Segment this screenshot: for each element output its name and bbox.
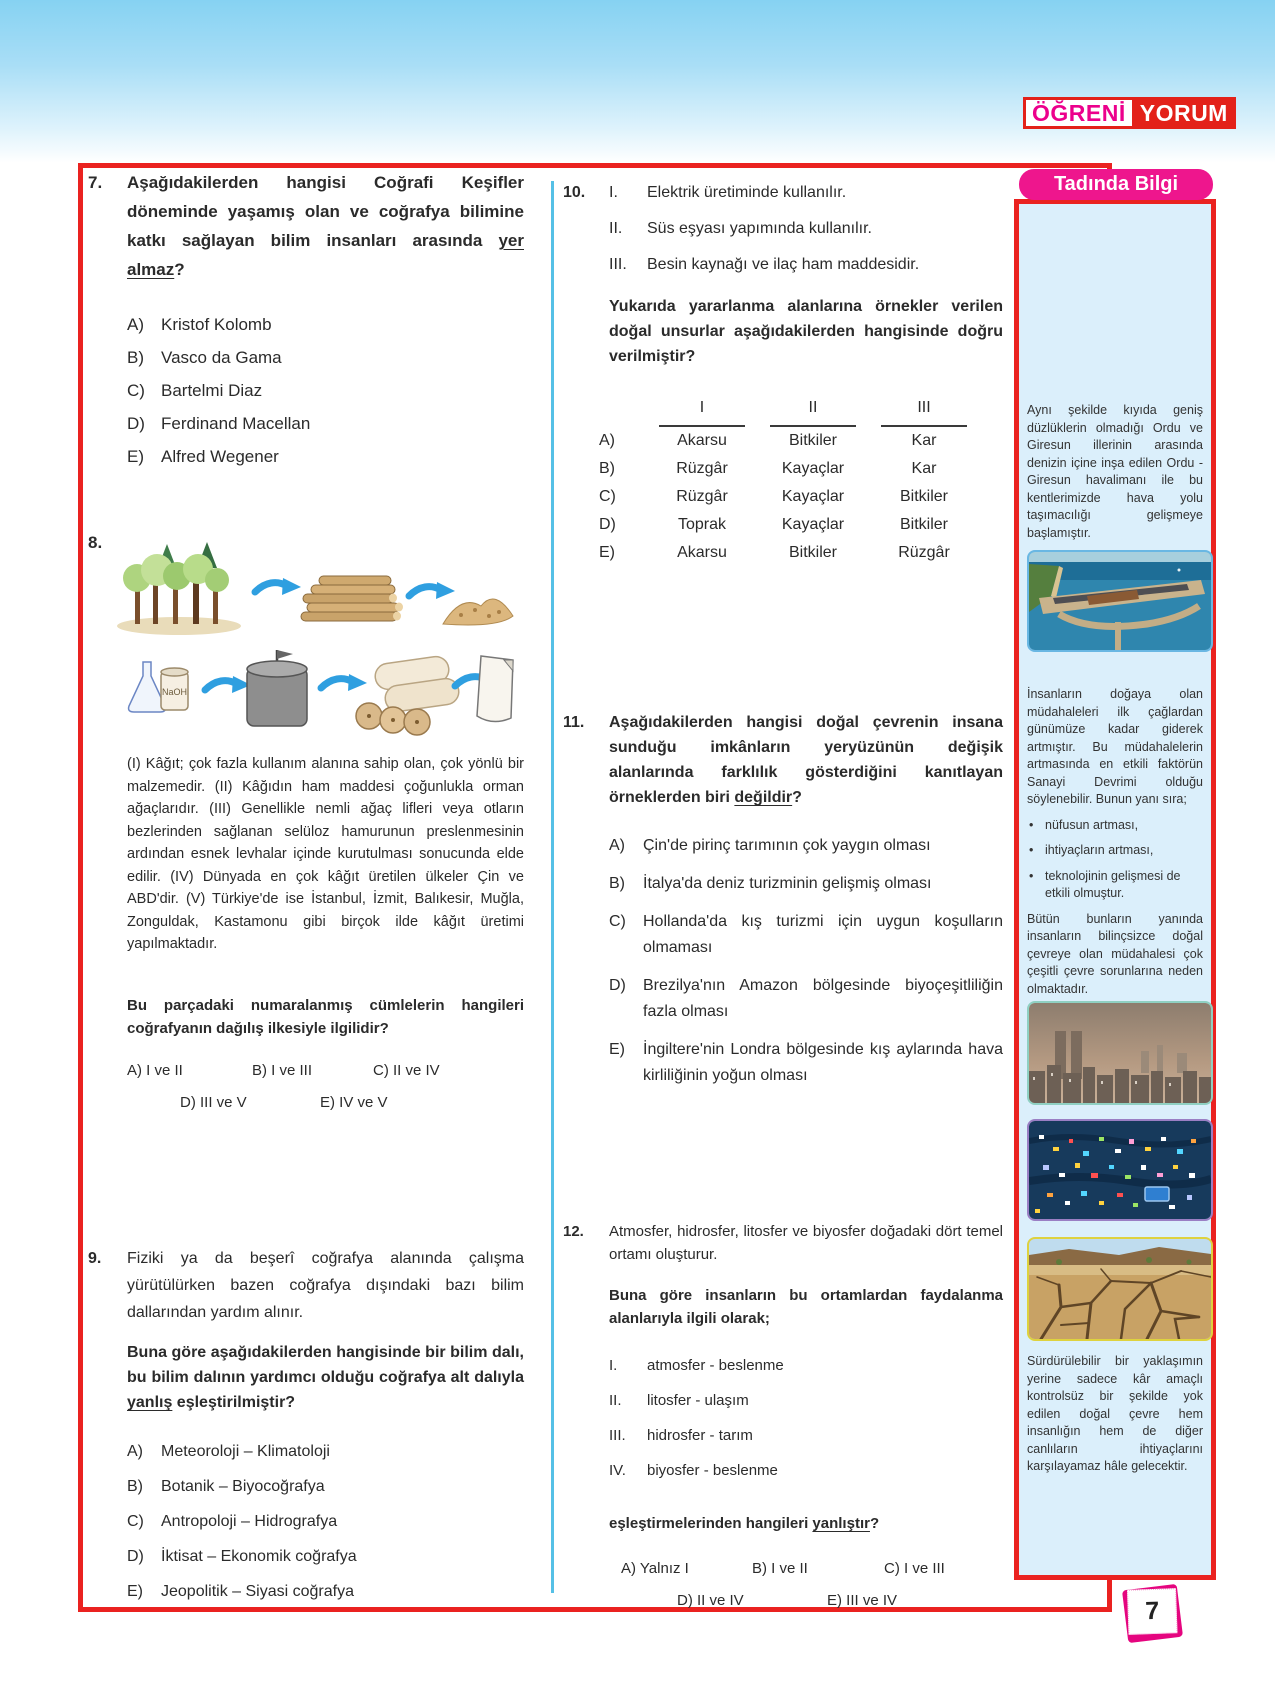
option-e: E) IV ve V <box>320 1094 388 1111</box>
log-pile-drawing <box>301 576 403 621</box>
sidebar-spacer <box>1027 204 1203 402</box>
statement-3: III. Besin kaynağı ve ilaç ham maddesidir. <box>609 256 920 273</box>
question-stem-2: eşleştirmelerinden hangileri yanlıştır? <box>609 1515 880 1532</box>
question-stem: Aşağıdakilerden hangisi doğal çevrenin insana sunduğu imkânların yeryüzünün değişik alanlarında farklılık gösterdiğini kanıtlayan örneklerden biri değildir? <box>609 714 1003 806</box>
option-list <box>127 310 524 471</box>
question-7 <box>88 168 524 475</box>
table-row: D) Toprak Kayaçlar Bitkiler <box>599 516 948 533</box>
wood-chips-drawing <box>443 599 513 625</box>
option-c: C) Antropoloji – Hidrografya <box>127 1513 338 1530</box>
question-11 <box>563 710 1003 1101</box>
airport-aerial-photo <box>1027 550 1213 652</box>
question-9 <box>88 1245 524 1614</box>
bullet-item: • nüfusun artması, <box>1027 817 1203 835</box>
option-e: E) Alfred Wegener <box>127 447 279 466</box>
option-c: C) Bartelmi Diaz <box>127 381 263 400</box>
option-b: B) İtalya'da deniz turizminin gelişmiş olması <box>609 875 932 892</box>
option-b: B) Vasco da Gama <box>127 348 282 367</box>
table-row: A) Akarsu Bitkiler Kar <box>599 432 937 449</box>
page-header-background <box>0 0 1275 163</box>
sidebar-paragraph-1: Aynı şekilde kıyıda geniş düzlüklerin olmadığı Ordu ve Giresun illerinin arasında denizin içine inşa edilen Ordu - Giresun havalimanı ile bu kentlerimizde hava yolu taşımacılığı gelişmeye başlamıştır. <box>1027 403 1203 540</box>
numbered-statements <box>609 180 1003 278</box>
option-b: B) Botanik – Biyocoğrafya <box>127 1478 325 1495</box>
drought-cracked-soil-photo <box>1027 1237 1213 1341</box>
option-d: D) Brezilya'nın Amazon bölgesinde biyoçeşitliliğin fazla olması <box>609 977 1003 1020</box>
sidebar-bullet-list <box>1027 817 1203 903</box>
question-number: 9. <box>88 1250 102 1267</box>
process-arrow-icon <box>409 582 455 599</box>
process-arrow-icon <box>321 674 367 691</box>
statement-1: I. Elektrik üretiminde kullanılır. <box>609 184 847 201</box>
option-c: C) I ve III <box>884 1560 945 1577</box>
question-number: 7. <box>88 173 103 192</box>
option-a: A) Meteoroloji – Klimatoloji <box>127 1443 330 1460</box>
statement-3: III. hidrosfer - tarım <box>609 1427 753 1444</box>
question-stem: Aşağıdakilerden hangisi Coğrafi Keşifler döneminde yaşamış olan ve coğrafya bilimine katkı sağlayan bilim insanları arasında yer almaz? <box>127 173 524 279</box>
question-stem: Bu parçadaki numaralanmış cümlelerin hangileri coğrafyanın dağılış ilkesiyle ilgilidir? <box>127 996 524 1037</box>
question-10 <box>563 180 1003 567</box>
forest-drawing <box>117 542 241 635</box>
bullet-icon: • <box>1029 868 1034 883</box>
option-c: C) Hollanda'da kış turizmi için uygun koşulların olmaması <box>609 913 1003 956</box>
option-list <box>609 833 1003 1089</box>
brand-logo <box>1023 97 1236 129</box>
option-row-1 <box>609 1557 1003 1580</box>
option-b: B) I ve II <box>752 1560 808 1577</box>
option-a: A) Çin'de pirinç tarımının çok yaygın olması <box>609 837 931 854</box>
table-header-row: I II III <box>599 395 979 427</box>
option-a: A) Yalnız I <box>621 1560 689 1577</box>
option-e: E) III ve IV <box>827 1592 898 1609</box>
page-number: 7 <box>1127 1588 1178 1635</box>
question-stem: Buna göre aşağıdakilerden hangisinde bir bilim dalı, bu bilim dalının yardımcı olduğu coğrafya alt dalıyla yanlış eşleştirilmiştir? <box>127 1344 524 1411</box>
svg-text:NaOH: NaOH <box>161 687 188 697</box>
question-8 <box>88 530 524 1115</box>
option-c: C) II ve IV <box>373 1061 440 1079</box>
tadinda-bilgi-panel <box>1014 199 1216 1580</box>
question-paragraph: (I) Kâğıt; çok fazla kullanım alanına sahip olan, çok yönlü bir malzemedir. (II) Kâğıdın ham maddesi çoğunlukla orman ağaçlarıdır. (III) Genellikle nemli ağaç lifleri veya otların bezlerinden sağlanan selüloz hamurunun preslenmesinin ardından esnek levhalar içinde kurutulması sonucunda elde edilir. (IV) Dünyada en çok kâğıt üretilen ülkeler Çin ve ABD'dir. (V) Türkiye'de ise İstanbul, İzmit, Balıkesir, Muğla, Zonguldak, Kastamonu gibi birçok ilde kâğıt üretimi yapılmaktadır. <box>127 756 524 952</box>
water-pollution-photo <box>1027 1119 1213 1221</box>
statement-1: I. atmosfer - beslenme <box>609 1357 784 1374</box>
page-number-badge <box>1122 1584 1183 1643</box>
process-arrow-icon <box>255 578 301 595</box>
column-divider <box>551 181 554 1593</box>
question-stem: Buna göre insanların bu ortamlardan faydalanma alanlarıyla ilgili olarak; <box>609 1287 1003 1327</box>
answer-table <box>599 395 979 567</box>
sidebar-paragraph-4: Sürdürülebilir bir yaklaşımın yerine sadece kâr amaçlı kontrolsüz bir şekilde yok edilen doğal çevre hem insanlığın hem de diğer canlıların ihtiyaçlarını karşılayamaz hâle gelecektir. <box>1027 1354 1203 1473</box>
option-row-2 <box>609 1589 1003 1612</box>
statement-2: II. litosfer - ulaşım <box>609 1392 749 1409</box>
numbered-statements <box>609 1354 1003 1482</box>
option-row-1 <box>127 1060 524 1083</box>
option-b: B) I ve III <box>252 1061 313 1079</box>
sidebar-paragraph-2: İnsanların doğaya olan müdahaleleri ilk çağlardan günümüze kadar giderek artmıştır. Bu müdahalelerin artmasında en etkili faktörün Sanayi Devrimi olduğu söylenebilir. Bunun yanı sıra; <box>1027 687 1203 806</box>
option-e: E) Jeopolitik – Siyasi coğrafya <box>127 1583 354 1600</box>
air-pollution-photo <box>1027 1001 1213 1105</box>
option-a: A) I ve II <box>127 1061 183 1079</box>
paper-sheet-drawing <box>477 656 513 722</box>
option-a: A) Kristof Kolomb <box>127 315 272 334</box>
tadinda-bilgi-title: Tadında Bilgi <box>1019 169 1213 200</box>
option-list <box>127 1439 524 1605</box>
bullet-item: • teknolojinin gelişmesi de etkili olmuştur. <box>1027 868 1203 903</box>
press-rollers-drawing <box>356 655 460 735</box>
question-number: 8. <box>88 533 103 552</box>
table-row: C) Rüzgâr Kayaçlar Bitkiler <box>599 488 948 505</box>
logo-text-yorum: YORUM <box>1132 97 1236 129</box>
table-row: B) Rüzgâr Kayaçlar Kar <box>599 460 937 477</box>
option-d: D) İktisat – Ekonomik coğrafya <box>127 1548 357 1565</box>
bullet-icon: • <box>1029 817 1034 832</box>
question-number: 11. <box>563 714 585 731</box>
table-row: E) Akarsu Bitkiler Rüzgâr <box>599 544 950 561</box>
question-number: 12. <box>563 1223 584 1240</box>
option-row-2 <box>127 1092 524 1115</box>
option-d: D) II ve IV <box>677 1592 744 1609</box>
sidebar-paragraph-3: Bütün bunların yanında insanların bilinçsizce doğal çevreye olan müdahalesi çok çeşitli çevre sorunlarına neden olmaktadır. <box>1027 911 1203 996</box>
logo-text-ogreni: ÖĞRENİ <box>1023 97 1132 129</box>
question-intro: Atmosfer, hidrosfer, litosfer ve biyosfer doğadaki dört temel ortamı oluşturur. <box>609 1223 1003 1263</box>
paper-production-illustration <box>115 536 515 741</box>
option-d: D) III ve V <box>180 1094 247 1111</box>
question-intro: Fiziki ya da beşerî coğrafya alanında çalışma yürütülürken bazen coğrafya dışındaki bazı bilim dallarından yardım alınır. <box>127 1250 524 1321</box>
chemicals-drawing <box>129 662 188 712</box>
statement-4: IV. biyosfer - beslenme <box>609 1462 778 1479</box>
statement-2: II. Süs eşyası yapımında kullanılır. <box>609 220 872 237</box>
bullet-icon: • <box>1029 843 1034 857</box>
option-d: D) Ferdinand Macellan <box>127 414 311 433</box>
process-arrow-icon <box>205 676 251 693</box>
question-number: 10. <box>563 184 586 201</box>
option-e: E) İngiltere'nin Londra bölgesinde kış aylarında hava kirliliğinin yoğun olması <box>609 1041 1003 1084</box>
bullet-item: • ihtiyaçların artması, <box>1027 842 1203 860</box>
question-12 <box>563 1220 1003 1612</box>
digester-tank-drawing <box>247 650 307 726</box>
question-stem: Yukarıda yararlanma alanlarına örnekler verilen doğal unsurlar aşağıdakilerden hangisinde doğru verilmiştir? <box>609 298 1003 365</box>
